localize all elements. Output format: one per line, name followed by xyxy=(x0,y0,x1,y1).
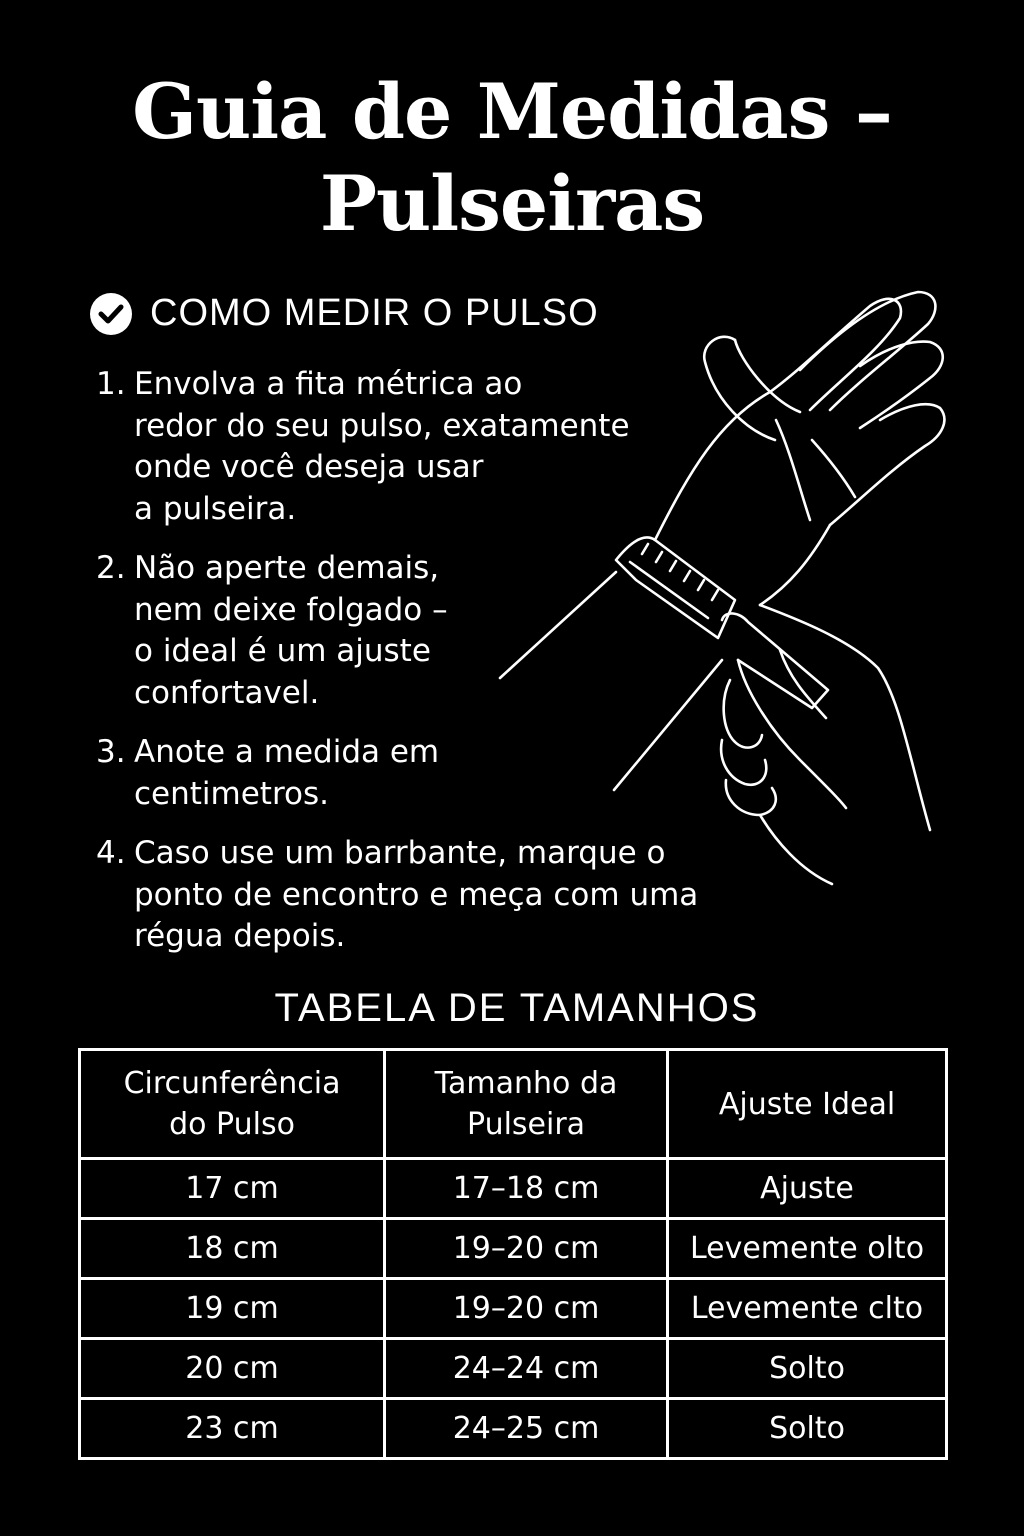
step-text-line: centimetros. xyxy=(134,775,329,812)
column-header-line: Tamanho da xyxy=(434,1066,618,1101)
bracelet-size-cell: 19–20 cm xyxy=(385,1279,668,1339)
table-row xyxy=(80,1339,947,1399)
bracelet-size-cell: 17–18 cm xyxy=(385,1159,668,1219)
fit-cell: Solto xyxy=(668,1339,947,1399)
table-row xyxy=(80,1399,947,1459)
table-header-row xyxy=(80,1050,947,1159)
table-row xyxy=(80,1279,947,1339)
step-number: 1. xyxy=(96,366,126,402)
check-circle-icon xyxy=(90,293,132,335)
page-title xyxy=(0,66,1024,250)
wrist-cell: 18 cm xyxy=(80,1219,385,1279)
fit-cell: Solto xyxy=(668,1399,947,1459)
step-text-line: confortavel. xyxy=(134,674,320,711)
wrist-cell: 20 cm xyxy=(80,1339,385,1399)
step-text-line: Caso use um barrbante, marque o xyxy=(134,835,666,871)
how-to-title: COMO MEDIR O PULSO xyxy=(150,292,599,334)
fit-cell: Levemente clto xyxy=(668,1279,947,1339)
column-header-line: do Pulso xyxy=(169,1107,295,1142)
step-text-line: redor do seu pulso, exatamente xyxy=(134,407,630,444)
fit-cell: Ajuste xyxy=(668,1159,947,1219)
size-table xyxy=(78,1048,948,1460)
page-title-line-1: Guia de Medidas – xyxy=(132,67,892,156)
bracelet-size-cell: 24–25 cm xyxy=(385,1399,668,1459)
column-header-bracelet xyxy=(385,1050,668,1159)
hand-measuring-wrist-icon xyxy=(490,290,960,890)
fit-cell: Levemente olto xyxy=(668,1219,947,1279)
step-number: 3. xyxy=(96,734,126,770)
step-text-line: régua depois. xyxy=(134,918,346,954)
table-row xyxy=(80,1159,947,1219)
wrist-cell: 17 cm xyxy=(80,1159,385,1219)
step-number: 4. xyxy=(96,835,126,871)
wrist-cell: 23 cm xyxy=(80,1399,385,1459)
step-text-line: onde você deseja usar xyxy=(134,449,484,485)
page-title-line-2: Pulseiras xyxy=(319,159,705,248)
step-text-line: o ideal é um ajuste xyxy=(134,633,431,669)
column-header-line: Circunferência xyxy=(123,1066,341,1101)
column-header-line: Pulseira xyxy=(467,1107,586,1142)
step-text-line: nem deixe folgado – xyxy=(134,591,448,628)
table-row xyxy=(80,1219,947,1279)
step-text-line: ponto de encontro e meça com uma xyxy=(134,876,699,913)
step-text-line: a pulseira. xyxy=(134,490,297,527)
size-table-title: TABELA DE TAMANHOS xyxy=(274,986,760,1030)
column-header-fit: Ajuste Ideal xyxy=(668,1050,947,1159)
step-text-line: Anote a medida em xyxy=(134,734,440,770)
step-text-line: Envolva a fita métrica ao xyxy=(134,366,523,402)
bracelet-size-cell: 24–24 cm xyxy=(385,1339,668,1399)
column-header-wrist xyxy=(80,1050,385,1159)
wrist-cell: 19 cm xyxy=(80,1279,385,1339)
step-text-line: Não aperte demais, xyxy=(134,550,440,586)
step-number: 2. xyxy=(96,550,126,586)
bracelet-size-cell: 19–20 cm xyxy=(385,1219,668,1279)
